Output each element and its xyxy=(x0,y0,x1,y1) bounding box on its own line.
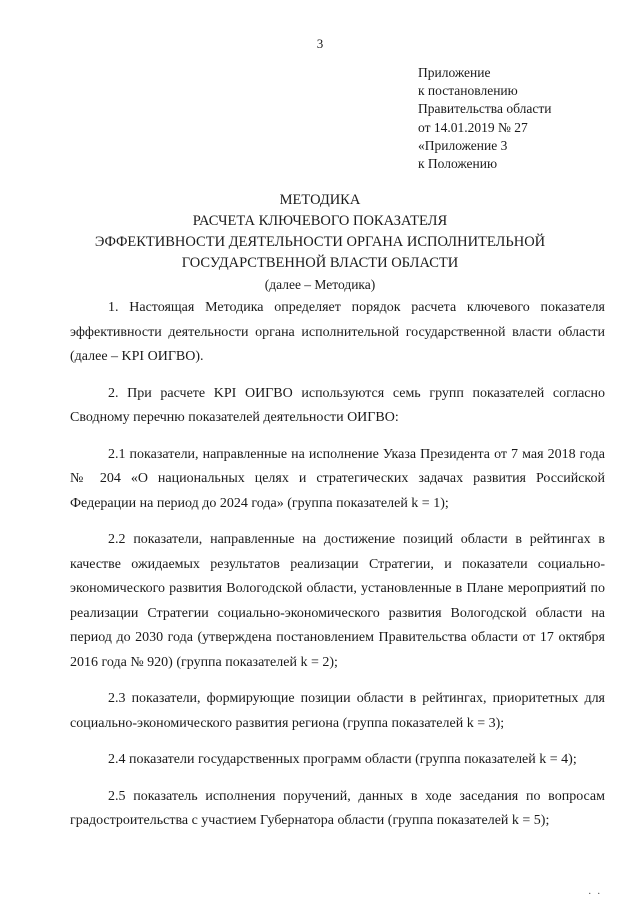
corner-mark: . . xyxy=(588,886,602,897)
title-line: РАСЧЕТА КЛЮЧЕВОГО ПОКАЗАТЕЛЯ xyxy=(192,213,448,229)
document-body xyxy=(70,296,605,834)
paragraph: 2.4 показатели государственных программ области (группа показателей k = 4); xyxy=(108,752,577,767)
title-line: МЕТОДИКА xyxy=(279,192,361,208)
title-line: ЭФФЕКТИВНОСТИ ДЕЯТЕЛЬНОСТИ ОРГАНА ИСПОЛНИТЕЛЬНОЙ xyxy=(94,234,546,250)
page-number: 3 xyxy=(316,36,324,51)
appendix-line: «Приложение 3 xyxy=(418,137,508,153)
title-subtitle: (далее – Методика) xyxy=(264,277,376,292)
paragraph: 2.1 показатели, направленные на исполнение Указа Президента от 7 мая 2018 года № 204 «О национальных целях и стратегических задачах развития Российской Федерации на период до 2024 года» (группа показателей k = 1); xyxy=(70,446,605,511)
paragraph: 1. Настоящая Методика определяет порядок расчета ключевого показателя эффективности деятельности органа исполнительной государственной власти области (далее – KPI ОИГВО). xyxy=(70,300,605,364)
appendix-line: Правительства области xyxy=(418,101,552,117)
document-title xyxy=(0,190,640,295)
appendix-line: Приложение xyxy=(418,65,491,80)
title-line: ГОСУДАРСТВЕННОЙ ВЛАСТИ ОБЛАСТИ xyxy=(181,255,459,271)
appendix-line: к постановлению xyxy=(418,83,518,99)
appendix-line: от 14.01.2019 № 27 xyxy=(418,119,528,135)
paragraph: 2.2 показатели, направленные на достижение позиций области в рейтингах в качестве ожидаемых результатов реализации Стратегии, и показатели социально-экономического развития Вологодской области, установленные в Плане мероприятий по реализации Стратегии социально-экономического развития Вологодской области на период до 2030 года (утверждена постановлением Правительства области от 17 октября 2016 года № 920) (группа показателей k = 2); xyxy=(70,532,605,670)
paragraph: 2. При расчете KPI ОИГВО используются семь групп показателей согласно Сводному перечню показателей деятельности ОИГВО: xyxy=(70,385,605,425)
appendix-block xyxy=(418,64,551,173)
appendix-line: к Положению xyxy=(418,156,498,172)
paragraph: 2.5 показатель исполнения поручений, данных в ходе заседания по вопросам градостроительства с участием Губернатора области (группа показателей k = 5); xyxy=(70,788,605,828)
paragraph: 2.3 показатели, формирующие позиции области в рейтингах, приоритетных для социально-экономического развития региона (группа показателей k = 3); xyxy=(70,691,605,731)
